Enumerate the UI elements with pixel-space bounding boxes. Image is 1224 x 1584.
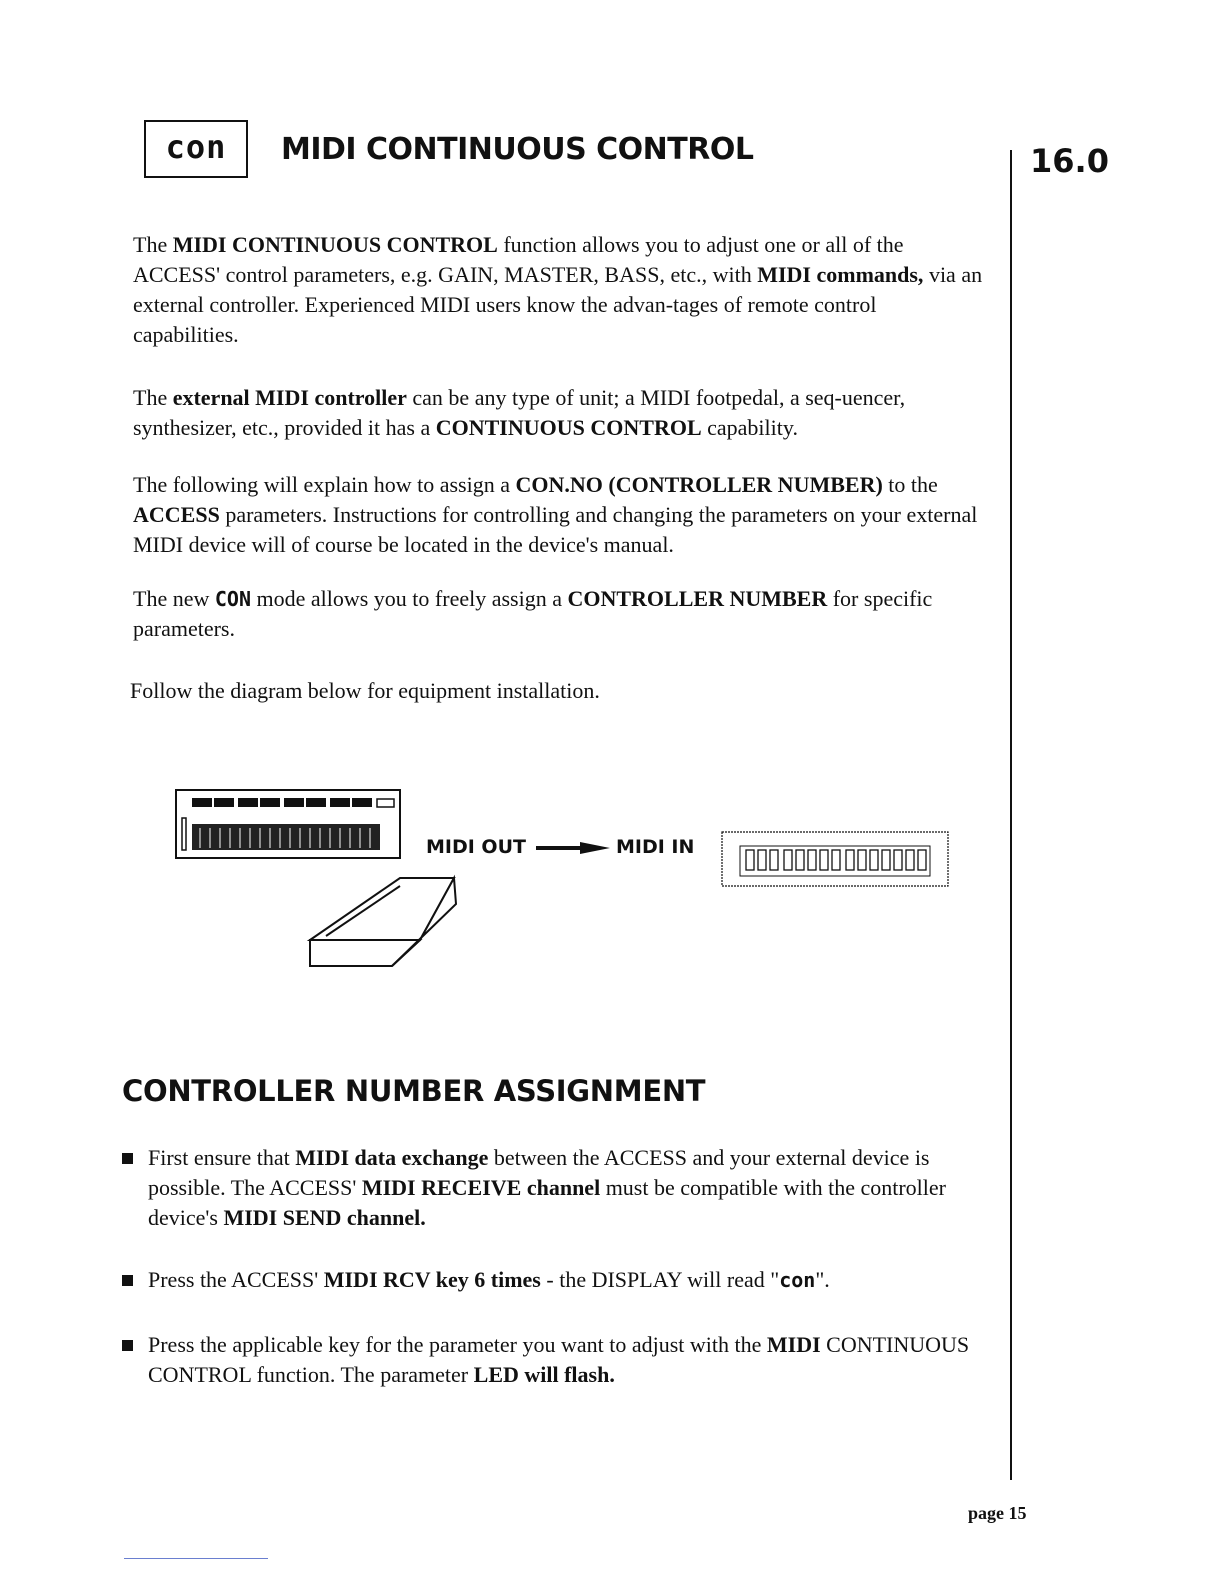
page-title: MIDI CONTINUOUS CONTROL	[281, 132, 754, 167]
bullet-item	[122, 1330, 992, 1390]
paragraph-con-mode: The new CON mode allows you to freely assign a CONTROLLER NUMBER for specific parameters.	[133, 586, 933, 641]
arrow-right-icon	[536, 842, 610, 854]
footpedal-icon	[310, 878, 456, 966]
bullet-text: First ensure that MIDI data exchange between the ACCESS and your external device is possible. The ACCESS' MIDI RECEIVE channel must be compatible with the controller device's MIDI SEND channel.	[148, 1145, 946, 1230]
section-heading: CONTROLLER NUMBER ASSIGNMENT	[122, 1074, 706, 1108]
diagram-graphics	[170, 780, 970, 980]
bullet-square-icon	[122, 1275, 133, 1286]
bullet-item	[122, 1143, 992, 1233]
access-unit-icon	[176, 790, 400, 858]
con-mode-badge: con	[144, 120, 248, 178]
paragraph-intro: The MIDI CONTINUOUS CONTROL function allows you to adjust one or all of the ACCESS' control parameters, e.g. GAIN, MASTER, BASS, etc., with MIDI commands, via an external controller. Experienced MIDI users know the advan-tages of remote control capabilities.	[133, 232, 983, 347]
bullet-square-icon	[122, 1340, 133, 1351]
paragraph-follow: Follow the diagram below for equipment installation.	[130, 678, 600, 703]
bullet-text: Press the applicable key for the parameter you want to adjust with the MIDI CONTINUOUS CONTROL function. The parameter LED will flash.	[148, 1332, 970, 1387]
paragraph-assign: The following will explain how to assign a CON.NO (CONTROLLER NUMBER) to the ACCESS parameters. Instructions for controlling and changing the parameters on your external MIDI device will of course be located in the device's manual.	[133, 472, 978, 557]
bullet-item	[122, 1265, 992, 1295]
midi-in-label: MIDI IN	[616, 836, 695, 858]
bullet-text: Press the ACCESS' MIDI RCV key 6 times - the DISPLAY will read "con".	[148, 1267, 830, 1292]
bullet-square-icon	[122, 1153, 133, 1164]
equipment-diagram	[170, 780, 970, 980]
paragraph-controller: The external MIDI controller can be any type of unit; a MIDI footpedal, a seq-uencer, synthesizer, etc., provided it has a CONTINUOUS CONTROL capability.	[133, 385, 906, 440]
section-number: 16.0	[1030, 142, 1109, 180]
footer-rule	[124, 1558, 268, 1559]
midi-out-label: MIDI OUT	[426, 836, 526, 858]
margin-rule	[1010, 150, 1012, 1480]
page-number: page 15	[968, 1503, 1027, 1523]
midi-controller-icon	[722, 832, 948, 886]
